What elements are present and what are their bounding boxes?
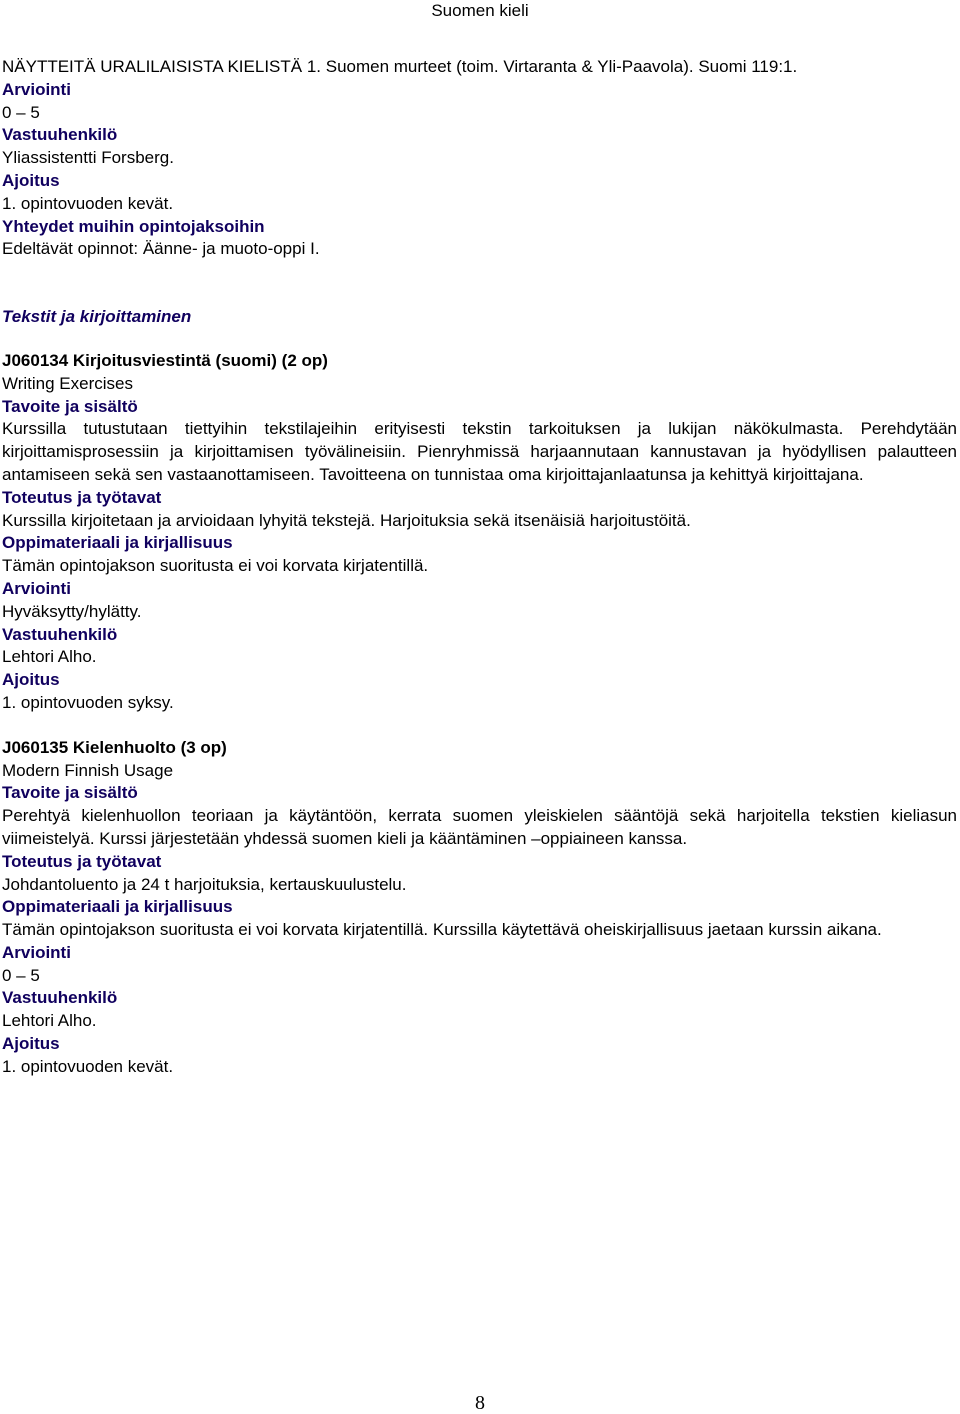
arviointi-label: Arviointi xyxy=(2,79,71,99)
arviointi-value: Hyväksytty/hylätty. xyxy=(2,601,142,621)
course-kielenhuolto xyxy=(2,737,957,1079)
document-body xyxy=(2,56,957,1079)
spacer xyxy=(2,715,957,737)
arviointi-value: 0 – 5 xyxy=(2,965,40,985)
page-header: Suomen kieli xyxy=(431,1,529,20)
ajoitus-label: Ajoitus xyxy=(2,670,60,690)
page-number: 8 xyxy=(475,1392,485,1414)
vastuuhenkilo-label: Vastuuhenkilö xyxy=(2,125,118,145)
arviointi-label: Arviointi xyxy=(2,942,71,962)
vastuuhenkilo-label: Vastuuhenkilö xyxy=(2,624,118,644)
toteutus-label: Toteutus ja työtavat xyxy=(2,487,162,507)
tavoite-text: Kurssilla tutustutaan tiettyihin tekstilajeihin erityisesti tekstin tarkoituksen ja lukijan näkökulmasta. Perehdytään kirjoittamisprosessiin ja kirjoittamisen työvälineisiin. Pienryhmissä harjaannutaan kannustavan ja hyödyllisen palautteen antamiseen sekä sen vastaanottamiseen. Tavoitteena on tunnistaa oma kirjoittajanlaatunsa ja kehittyä kirjoittajana. xyxy=(2,419,957,484)
oppimateriaali-label: Oppimateriaali ja kirjallisuus xyxy=(2,533,233,553)
toteutus-text: Kurssilla kirjoitetaan ja arvioidaan lyhyitä tekstejä. Harjoituksia sekä itsenäisiä harjoitustöitä. xyxy=(2,510,691,530)
spacer xyxy=(2,261,957,306)
course-english-title: Modern Finnish Usage xyxy=(2,760,174,780)
vastuuhenkilo-value: Lehtori Alho. xyxy=(2,1011,97,1031)
vastuuhenkilo-value: Yliassistentti Forsberg. xyxy=(2,148,174,168)
ajoitus-value: 1. opintovuoden kevät. xyxy=(2,1056,174,1076)
ajoitus-value: 1. opintovuoden syksy. xyxy=(2,692,174,712)
oppimateriaali-text: Tämän opintojakson suoritusta ei voi korvata kirjatentillä. xyxy=(2,556,429,576)
spacer xyxy=(2,329,957,350)
vastuuhenkilo-label: Vastuuhenkilö xyxy=(2,988,118,1008)
course-kirjoitusviestinta xyxy=(2,350,957,715)
ajoitus-value: 1. opintovuoden kevät. xyxy=(2,193,174,213)
vastuuhenkilo-value: Lehtori Alho. xyxy=(2,647,97,667)
course-title: J060135 Kielenhuolto (3 op) xyxy=(2,737,227,757)
oppimateriaali-text: Tämän opintojakson suoritusta ei voi korvata kirjatentillä. Kurssilla käytettävä oheiskirjallisuus jaetaan kurssin aikana. xyxy=(2,920,882,940)
toteutus-label: Toteutus ja työtavat xyxy=(2,851,162,871)
tavoite-label: Tavoite ja sisältö xyxy=(2,783,138,803)
ajoitus-label: Ajoitus xyxy=(2,1034,60,1054)
oppimateriaali-label: Oppimateriaali ja kirjallisuus xyxy=(2,897,233,917)
course-english-title: Writing Exercises xyxy=(2,373,133,393)
course-title: J060134 Kirjoitusviestintä (suomi) (2 op) xyxy=(2,350,328,370)
yhteydet-value: Edeltävät opinnot: Äänne- ja muoto-oppi I. xyxy=(2,239,320,259)
tavoite-text: Perehtyä kielenhuollon teoriaan ja käytäntöön, kerrata suomen yleiskielen sääntöjä sekä harjoitella tekstien kieliasun viimeistelyä. Kurssi järjestetään yhdessä suomen kieli ja kääntäminen –oppiaineen kanssa. xyxy=(2,806,957,848)
tavoite-label: Tavoite ja sisältö xyxy=(2,396,138,416)
toteutus-text: Johdantoluento ja 24 t harjoituksia, kertauskuulustelu. xyxy=(2,874,407,894)
reference-text: NÄYTTEITÄ URALILAISISTA KIELISTÄ 1. Suomen murteet (toim. Virtaranta & Yli-Paavola). Suomi 119:1. xyxy=(2,57,798,76)
yhteydet-label: Yhteydet muihin opintojaksoihin xyxy=(2,216,265,236)
ajoitus-label: Ajoitus xyxy=(2,170,60,190)
arviointi-value: 0 – 5 xyxy=(2,102,40,122)
section-title: Tekstit ja kirjoittaminen xyxy=(2,307,192,327)
arviointi-label: Arviointi xyxy=(2,578,71,598)
